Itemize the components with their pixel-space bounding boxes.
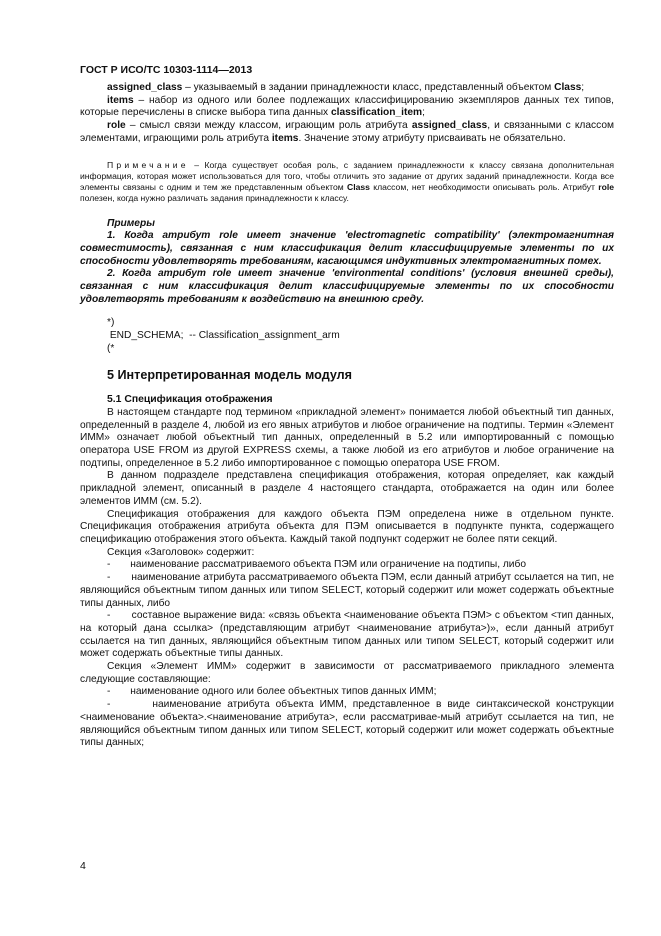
note-label: Примечание	[107, 159, 189, 170]
attr-items: items – набор из одного или более подлежащих классифицированию экземпляров данных тех типов, которые перечислены в списке выбора типа данных classification_item;	[80, 94, 614, 119]
page-number: 4	[80, 860, 86, 872]
example-2: 2. Когда атрибут role имеет значение 'environmental conditions' (условия внешней среды), связанная с ним классификация делит классифицируемые элементы по их способности удовлетворять требованиям к воздействию на внешнюю среду.	[80, 268, 614, 305]
code-line: END_SCHEMA; -- Classification_assignment_arm	[107, 330, 340, 342]
section-title: 5 Интерпретированная модель модуля	[107, 367, 353, 382]
paragraph: Спецификация отображения для каждого объекта ПЭМ определена ниже в отдельном пункте. Спецификация отображения атрибута объекта для ПЭМ описывается в подпункте пункта, содержащего спецификацию отображения этого объекта. Каждый такой подпункт содержит не более пяти секций.	[80, 508, 614, 545]
standard-header: ГОСТ Р ИСО/ТС 10303-1114—2013	[80, 64, 253, 76]
list-item: - наименование рассматриваемого объекта ПЭМ или ограничение на подтипы, либо	[107, 559, 526, 571]
list-item: - составное выражение вида: «связь объекта <наименование объекта ПЭМ> с объектом <тип данных, на который дана ссылка> (представляющим атрибут <наименование атрибута>)», если данный атрибут ссылается на тип данных, являющийся объектным типом данных или типом SELECT, который содержит или может содержать объектные типы данных.	[80, 610, 614, 660]
examples-block	[80, 218, 614, 307]
list-item: - наименование одного или более объектных типов данных ИММ;	[107, 686, 437, 698]
code-line: (*	[107, 342, 115, 354]
attr-assigned-class: assigned_class – указываемый в задании принадлежности класс, представленный объектом Class;	[107, 82, 585, 93]
note-paragraph: Примечание – Когда существует особая роль, с заданием принадлежности к классу связана дополнительная информация, которая может использоваться для того, чтобы отличить это задание от других заданий принадлежности. Когда все элементы связаны с одним и тем же представленным объектом Class классом, нет необходимости описывать роль. Атрибут role полезен, когда нужно различать задания принадлежности к классу.	[80, 159, 614, 203]
paragraph: Секция «Заголовок» содержит:	[107, 546, 255, 558]
code-line: *)	[107, 317, 115, 329]
page-content	[80, 82, 614, 750]
list-item: - наименование атрибута объекта ИММ, представленное в виде синтаксической конструкции <наименование объекта>.<наименование атрибута>, если рассматривае-мый атрибут ссылается на тип, не являющийся объектным типом данных или типом SELECT, который содержит или может содержать объектные типы данных;	[80, 699, 614, 749]
attr-role: role – смысл связи между классом, играющим роль атрибута assigned_class, и связанными с классом элементами, играющими роль атрибута items. Значение этому атрибуту присваивать не обязательно.	[80, 120, 614, 144]
paragraph: В настоящем стандарте под термином «прикладной элемент» понимается любой объектный тип данных, определенный в разделе 4, любой из его явных атрибутов и любое ограничение на подтипы. Термин «Элемент ИММ» означает любой объектный тип данных, определенный в 5.2 или импортированный с помощью оператора USE FROM из другой EXPRESS схемы, а также любой из его атрибутов и любое ограничение на подтипы, определенное в 5.2 либо импортированное с помощью оператора USE FROM.	[80, 406, 614, 469]
example-1: 1. Когда атрибут role имеет значение 'electromagnetic compatibility' (электромагнитная совместимость), связанная с ним классификация делит классифицируемые элементы по их способности удовлетворять требованиям, касающимся индуктивных электромагнитных помех.	[80, 230, 614, 267]
paragraph: В данном подразделе представлена спецификация отображения, которая определяет, как каждый прикладной элемент, описанный в разделе 4 настоящего стандарта, отображается на один или более элементов ИММ (см. 5.2).	[80, 470, 614, 507]
code-block	[80, 317, 614, 355]
subsection-title: 5.1 Спецификация отображения	[107, 394, 273, 406]
paragraph: Секция «Элемент ИММ» содержит в зависимости от рассматриваемого прикладного элемента следующие составляющие:	[80, 661, 614, 685]
examples-title: Примеры	[107, 217, 155, 229]
list-item: - наименование атрибута рассматриваемого объекта ПЭМ, если данный атрибут ссылается на тип, не являющийся объектным типом данных или типом SELECT, который содержит или может содержать объектные типы данных, либо	[80, 572, 614, 609]
